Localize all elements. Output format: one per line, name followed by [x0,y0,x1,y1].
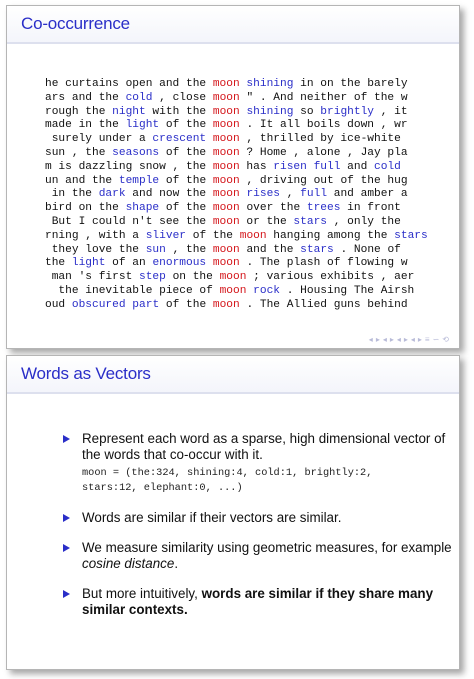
bullet-text-bold: words are similar if they share many similar contexts. [82,586,434,617]
keyword-token: moon [212,188,240,201]
bullet-text: Represent each word as a sparse, high dimensional vector of the words that co-occur with it. [82,431,446,462]
text-token: rough the [45,105,113,118]
text-token [206,257,213,269]
bullet-item [63,586,453,618]
keyword-token: moon [212,215,240,228]
keyword-token: moon [212,257,240,270]
text-token: in on the barely [293,78,408,90]
concordance-line [45,133,428,147]
context-word-token: crescent [152,133,207,146]
text-token: the [45,257,72,270]
keyword-token: moon [212,146,240,159]
nav-symbol-icon[interactable]: ◂ [368,335,373,344]
nav-symbol-icon[interactable]: ▸ [403,335,408,344]
slide-header [7,6,459,44]
bullet-item [63,431,453,496]
triangle-bullet-icon [63,590,70,598]
triangle-bullet-icon [63,514,70,522]
slide-header [7,356,459,394]
concordance-line [45,202,428,216]
keyword-token: moon [212,78,240,90]
text-token: of the [159,174,213,187]
context-word-token: stars [300,243,334,256]
text-token: surely under a [45,133,153,146]
context-word-token: part [132,298,160,311]
context-word-token: brightly [320,105,375,118]
nav-symbol-icon[interactable]: ⟲ [442,335,449,344]
text-token: ? Home , alone , Jay pla [239,146,408,159]
text-token: , only the [327,215,401,228]
nav-symbol-icon[interactable]: ◂ [396,335,401,344]
text-token: bird on the [45,202,126,215]
concordance-line [45,175,428,189]
concordance-line [45,147,428,161]
text-token: of the [159,146,213,159]
text-token: hanging among the [266,229,395,242]
slide-navigation-bar[interactable] [369,335,449,344]
concordance-line [45,257,428,271]
keyword-token: moon [239,229,267,242]
context-word-token: full [300,188,328,201]
context-word-token: shining [246,78,294,90]
text-token [307,161,314,173]
text-token: , close [152,91,213,104]
text-token: of the [186,229,240,242]
text-token: so [293,105,321,118]
text-token: ; various exhibits , aer [246,271,415,284]
keyword-token: moon [212,174,240,187]
text-token [206,133,213,145]
concordance-line [45,119,428,133]
context-word-token: full [313,160,341,173]
text-token: made in the [45,119,126,132]
context-word-token: night [112,105,146,118]
code-example: moon = (the:324, shining:4, cold:1, brightly:2, stars:12, elephant:0, ...) [82,467,373,494]
concordance-line [45,285,428,299]
keyword-token: moon [212,91,240,104]
context-word-token: enormous [152,257,207,270]
text-token: over the [239,202,307,215]
context-word-token: obscured [71,298,126,311]
keyword-token: moon [212,119,240,132]
text-token: of the [159,202,213,215]
text-token: , thrilled by ice-white [239,133,401,146]
concordance-line [45,161,428,175]
text-token: in front [340,202,401,215]
keyword-token: moon [212,243,240,256]
text-token: ars and the [45,91,126,104]
text-token: , the [165,243,213,256]
text-token: and now the [125,188,213,201]
triangle-bullet-icon [63,435,70,443]
text-token: . The plash of flowing w [239,257,408,270]
context-word-token: stars [293,215,327,228]
concordance-line [45,188,428,202]
text-token: But I could n't see the [45,215,213,228]
text-token: , [280,188,301,201]
text-token: m is dazzling snow , the [45,160,213,173]
bullet-text: We measure similarity using geometric measures, for example [82,540,452,555]
text-token: with the [145,105,213,118]
keyword-token: moon [212,105,240,118]
keyword-token: moon [212,133,240,146]
text-token: and amber a [327,188,408,201]
nav-symbol-icon[interactable]: ▸ [375,335,380,344]
concordance-block [45,78,428,313]
text-token: . The Allied guns behind [239,298,408,311]
nav-symbol-icon[interactable]: ◂ [382,335,387,344]
text-token: oud [45,298,72,311]
text-token: of the [159,119,213,132]
text-token: he curtains open and the [45,78,213,90]
text-token: the inevitable piece of [45,284,220,297]
text-token: and [340,160,375,173]
slide-title: Words as Vectors [21,364,151,383]
context-word-token: risen [273,160,307,173]
bullet-text-end: . [174,556,179,571]
context-word-token: shape [125,202,160,215]
concordance-line [45,244,428,258]
keyword-token: moon [212,160,240,173]
nav-symbol-icon[interactable]: ▸ [389,335,394,344]
nav-symbol-icon[interactable]: ∽ [432,335,440,344]
context-word-token: sliver [145,229,187,242]
slide-co-occurrence [6,5,460,349]
concordance-line [45,92,428,106]
text-token: , it [374,105,408,118]
concordance-line [45,230,428,244]
context-word-token: light [71,257,106,270]
bullet-text: Words are similar if their vectors are similar. [82,510,342,525]
text-token: . It all boils down , wr [239,119,408,132]
triangle-bullet-icon [63,544,70,552]
text-token: and the [239,243,301,256]
text-token: on the [165,271,220,284]
text-token: " . And neither of the w [239,91,408,104]
context-word-token: step [139,271,166,284]
keyword-token: moon [219,271,247,284]
slide-words-as-vectors [6,355,460,670]
keyword-token: moon [219,284,247,297]
text-token: . Housing The Airsh [280,284,415,297]
context-word-token: light [125,119,160,132]
bullet-text-italic: cosine distance [82,556,175,571]
context-word-token: cold [125,91,153,104]
keyword-token: moon [212,298,240,311]
text-token: un and the [45,174,119,187]
text-token: sun , the [45,146,113,159]
context-word-token: cold [374,160,401,173]
nav-symbol-icon[interactable]: ◂ [410,335,415,344]
text-token: of the [159,298,213,311]
context-word-token: rock [253,284,280,297]
context-word-token: trees [306,202,341,215]
context-word-token: seasons [112,146,160,159]
bullet-item [63,510,453,526]
keyword-token: moon [212,202,240,215]
slide-title: Co-occurrence [21,14,130,33]
bullet-item [63,540,453,572]
nav-symbol-icon[interactable]: ≡ [424,335,430,344]
text-token: of an [105,257,153,270]
text-token: , driving out of the hug [239,174,408,187]
concordance-line [45,78,428,92]
bullet-list [63,431,453,632]
text-token: rning , with a [45,229,146,242]
text-token: has [239,160,274,173]
concordance-line [45,271,428,285]
text-token: . None of [333,243,401,256]
context-word-token: temple [118,174,160,187]
context-word-token: dark [98,188,126,201]
concordance-line [45,216,428,230]
context-word-token: sun [145,243,166,256]
context-word-token: shining [246,105,294,118]
context-word-token: rises [246,188,281,201]
context-word-token: stars [394,229,428,242]
text-token: in the [45,188,99,201]
bullet-text: But more intuitively, [82,586,202,601]
text-token: man 's first [45,271,139,284]
concordance-line [45,106,428,120]
text-token: or the [239,215,294,228]
text-token: they love the [45,243,146,256]
nav-symbol-icon[interactable]: ▸ [417,335,422,344]
concordance-line [45,299,428,313]
